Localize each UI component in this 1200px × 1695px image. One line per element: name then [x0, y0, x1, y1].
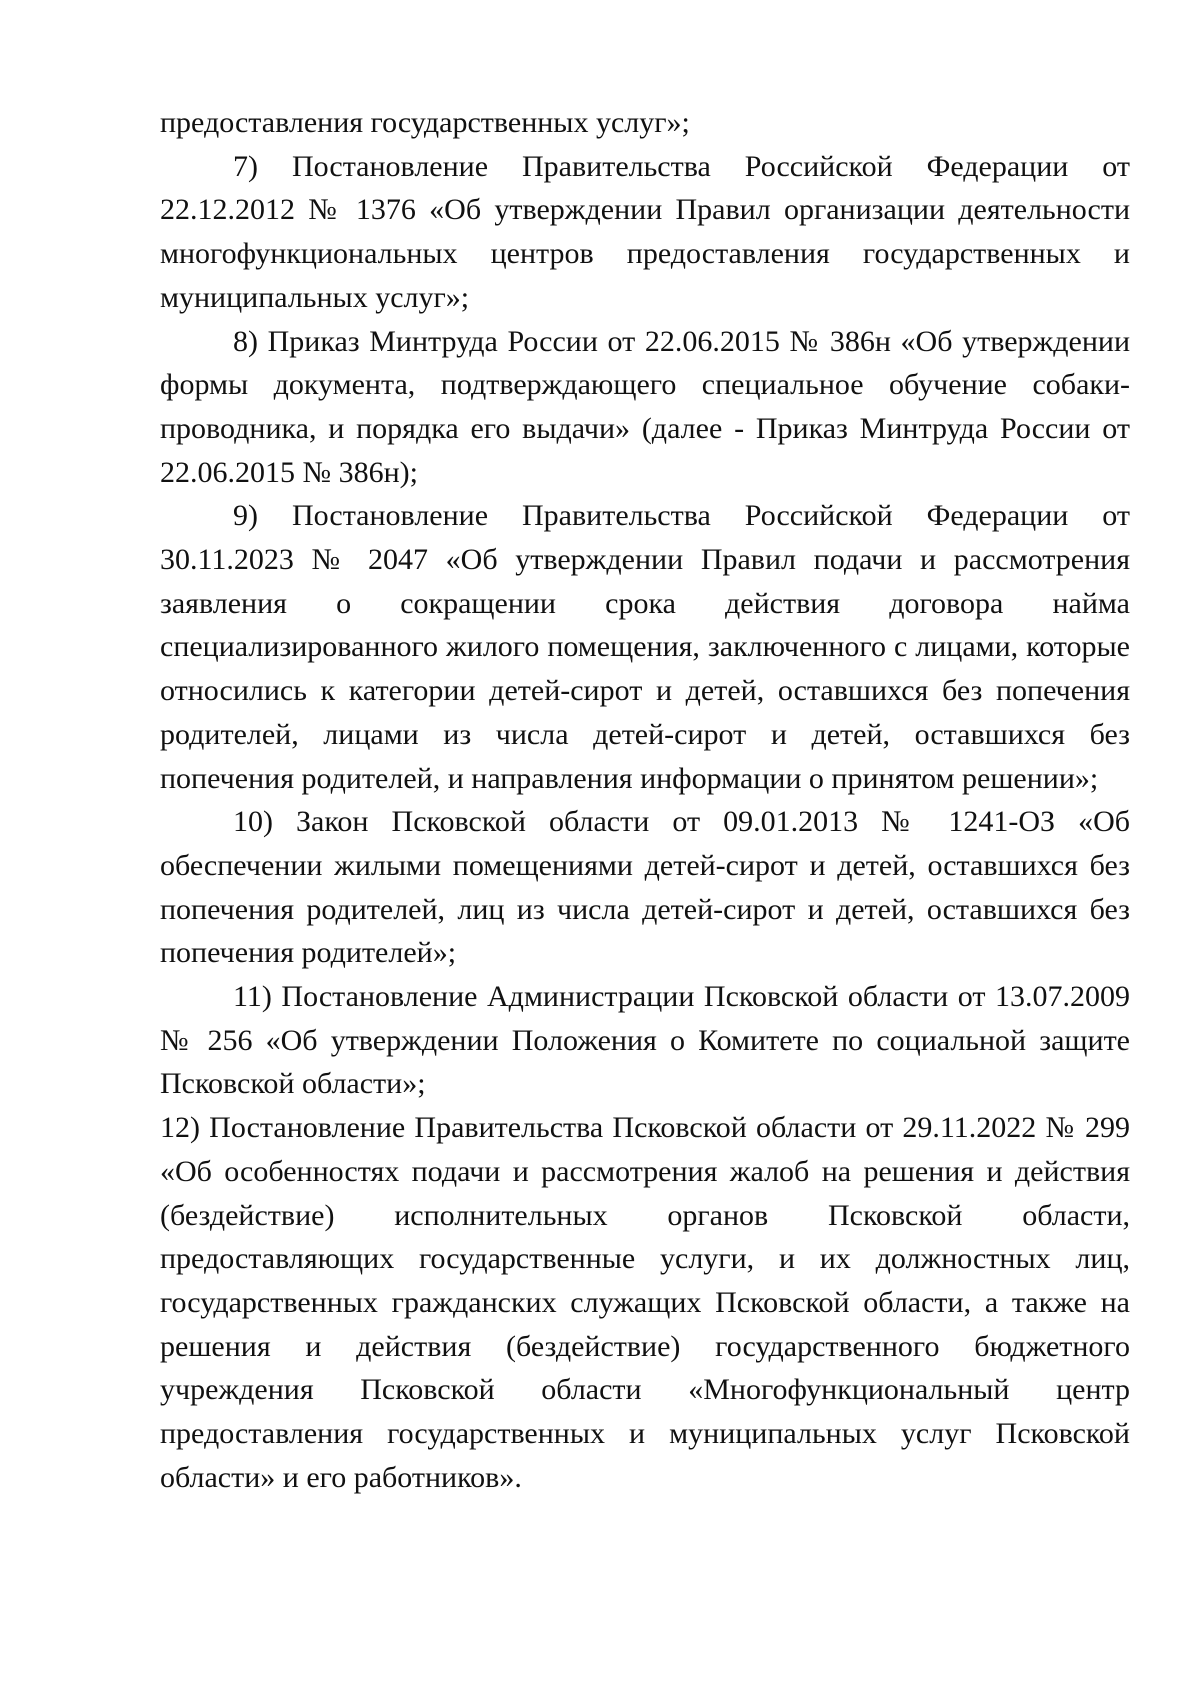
paragraph-item-8: 8) Приказ Минтруда России от 22.06.2015 № 386н «Об утверждении формы документа, подтверждающего специальное обучение собаки-проводника, и порядка его выдачи» (далее - Приказ Минтруда России от 22.06.2015 № 386н); — [160, 324, 1130, 489]
paragraph-item-9: 9) Постановление Правительства Российской Федерации от 30.11.2023 № 2047 «Об утверждении Правил подачи и рассмотрения заявления о сокращении срока действия договора найма специализированного жилого помещения, заключенного с лицами, которые относились к категории детей-сирот и детей, оставшихся без попечения родителей, лицами из числа детей-сирот и детей, оставшихся без попечения родителей, и направления информации о принятом решении»; — [160, 499, 1130, 795]
paragraph-item-11: 11) Постановление Администрации Псковской области от 13.07.2009 № 256 «Об утверждении Положения о Комитете по социальной защите Псковской области»; — [160, 980, 1130, 1101]
paragraph-item-12: 12) Постановление Правительства Псковской области от 29.11.2022 № 299 «Об особенностях подачи и рассмотрения жалоб на решения и действия (бездействие) исполнительных органов Псковской области, предоставляющих государственные услуги, и их должностных лиц, государственных гражданских служащих Псковской области, а также на решения и действия (бездействие) государственного бюджетного учреждения Псковской области «Многофункциональный центр предоставления государственных и муниципальных услуг Псковской области» и его работников». — [160, 1111, 1130, 1494]
paragraph-item-10: 10) Закон Псковской области от 09.01.2013 № 1241-ОЗ «Об обеспечении жилыми помещениями детей-сирот и детей, оставшихся без попечения родителей, лиц из числа детей-сирот и детей, оставшихся без попечения родителей»; — [160, 805, 1130, 970]
paragraph-continuation-item-6: предоставления государственных услуг»; — [160, 106, 690, 139]
paragraph-item-7: 7) Постановление Правительства Российской Федерации от 22.12.2012 № 1376 «Об утверждении Правил организации деятельности многофункциональных центров предоставления государственных и муниципальных услуг»; — [160, 149, 1130, 314]
document-body — [160, 101, 1130, 1500]
